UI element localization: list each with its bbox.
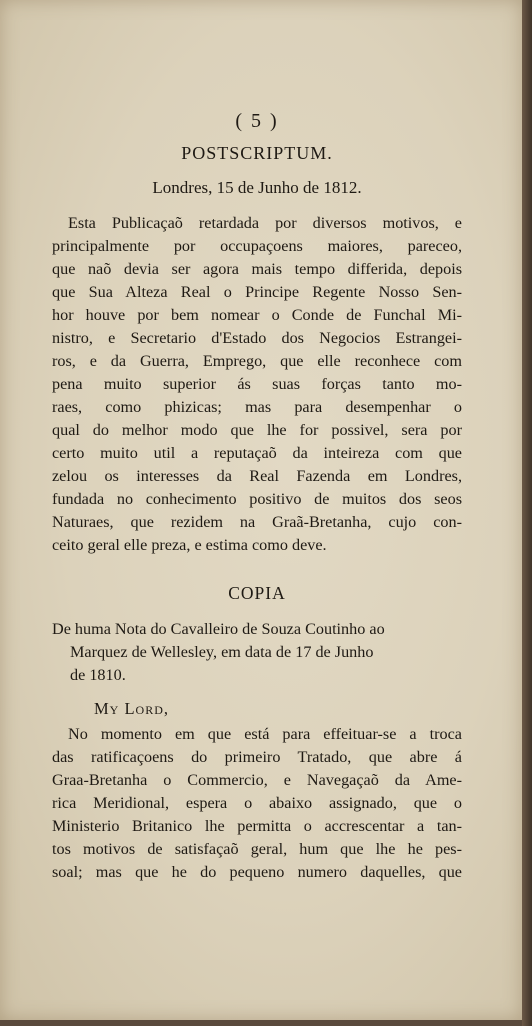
text-line: hor houve por bem nomear o Conde de Funchal Mi- bbox=[52, 306, 462, 324]
text-line: Ministerio Britanico lhe permitta o accrescentar a tan- bbox=[52, 817, 462, 835]
text-line: certo muito util a reputaçaõ da inteireza com que bbox=[52, 444, 462, 462]
subtitle-line: de 1810. bbox=[70, 666, 126, 684]
dateline: Londres, 15 de Junho de 1812. bbox=[152, 178, 362, 197]
text-line: rica Meridional, espera o abaixo assignado, que o bbox=[52, 794, 462, 812]
text-line: Graa-Bretanha o Commercio, e Navegaçaõ da Ame- bbox=[52, 771, 462, 789]
text-line: principalmente por occupaçoens maiores, pareceo, bbox=[52, 237, 462, 255]
text-line: que naõ devia ser agora mais tempo differida, depois bbox=[52, 260, 462, 278]
postscript-heading: POSTSCRIPTUM. bbox=[181, 143, 333, 163]
page-text bbox=[52, 110, 462, 884]
note-subtitle bbox=[52, 618, 462, 687]
text-line: ceito geral elle preza, e estima como deve. bbox=[52, 536, 327, 554]
text-line: qual do melhor modo que lhe for possivel, sera por bbox=[52, 421, 462, 439]
text-line: nistro, e Secretario d'Estado dos Negocios Estrangei- bbox=[52, 329, 462, 347]
text-line: zelou os interesses da Real Fazenda em Londres, bbox=[52, 467, 462, 485]
page-number: ( 5 ) bbox=[235, 110, 279, 132]
text-line: raes, como phizicas; mas para desempenhar o bbox=[52, 398, 462, 416]
text-line: tos motivos de satisfaçaõ geral, hum que lhe he pes- bbox=[52, 840, 462, 858]
salutation: My Lord, bbox=[94, 699, 170, 718]
text-line: das ratificaçoens do primeiro Tratado, que abre á bbox=[52, 748, 462, 766]
text-line: No momento em que está para effeituar-se a troca bbox=[68, 725, 462, 743]
text-line: soal; mas que he do pequeno numero daquelles, que bbox=[52, 863, 462, 881]
text-line: Esta Publicaçaõ retardada por diversos motivos, e bbox=[68, 214, 462, 232]
subtitle-line: De huma Nota do Cavalleiro de Souza Coutinho ao bbox=[52, 620, 385, 638]
letter-paragraph bbox=[52, 723, 462, 884]
text-line: pena muito superior ás suas forças tanto mo- bbox=[52, 375, 462, 393]
copia-heading: COPIA bbox=[228, 583, 286, 603]
text-line: ros, e da Guerra, Emprego, que elle reconhece com bbox=[52, 352, 462, 370]
postscript-paragraph bbox=[52, 212, 462, 557]
subtitle-line: Marquez de Wellesley, em data de 17 de Junho bbox=[70, 643, 374, 661]
text-line: fundada no conhecimento positivo de muitos dos seos bbox=[52, 490, 462, 508]
text-line: Naturaes, que rezidem na Graã-Bretanha, cujo con- bbox=[52, 513, 462, 531]
text-line: que Sua Alteza Real o Principe Regente Nosso Sen- bbox=[52, 283, 462, 301]
page-edge bbox=[522, 0, 532, 1026]
